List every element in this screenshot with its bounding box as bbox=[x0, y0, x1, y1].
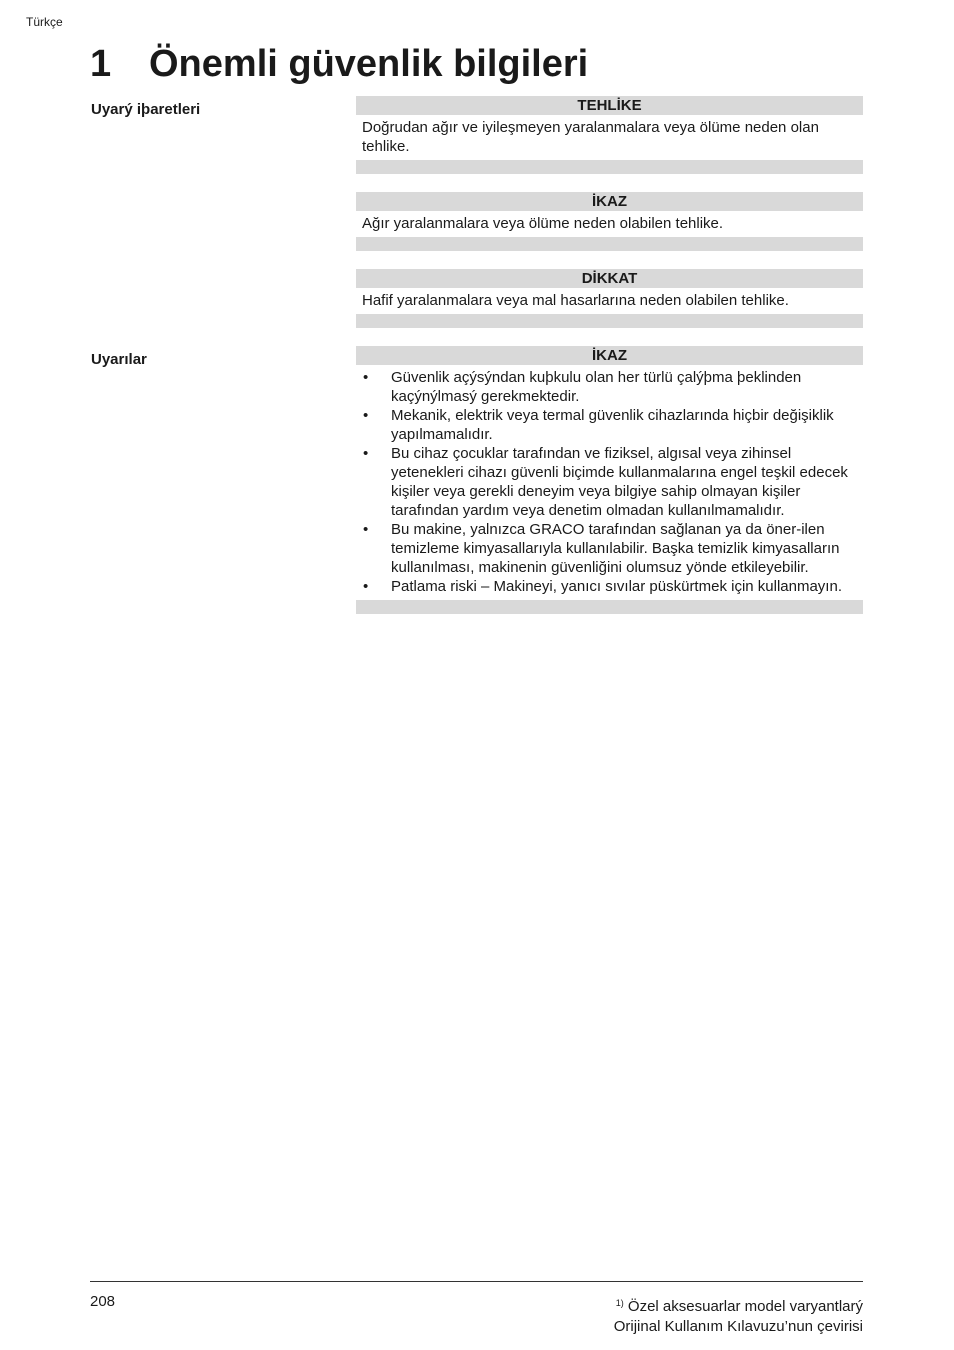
list-item-text: Mekanik, elektrik veya termal güvenlik cihazlarında hiçbir değişiklik yapılmamalıdır. bbox=[391, 407, 834, 443]
warnings-box bbox=[356, 346, 863, 614]
chapter-number: 1 bbox=[90, 43, 112, 85]
page-number: 208 bbox=[90, 1293, 116, 1310]
bullet: • bbox=[363, 407, 369, 424]
box-footer-bar bbox=[356, 237, 863, 251]
list-item bbox=[362, 520, 857, 577]
footnote bbox=[614, 1293, 863, 1317]
list-item bbox=[362, 368, 857, 406]
list-item bbox=[362, 444, 857, 520]
box-footer-bar bbox=[356, 314, 863, 328]
danger-box bbox=[356, 96, 863, 174]
list-item bbox=[362, 406, 857, 444]
bullet: • bbox=[363, 521, 369, 538]
warning-text: Ağır yaralanmalara veya ölüme neden olabilen tehlike. bbox=[362, 215, 724, 232]
caution-text: Hafif yaralanmalara veya mal hasarlarına neden olabilen tehlike. bbox=[362, 292, 789, 309]
section-label-warnings: Uyarılar bbox=[91, 351, 147, 368]
danger-text: Doğrudan ağır ve iyileşmeyen yaralanmalara veya ölüme neden olan tehlike. bbox=[362, 119, 819, 155]
warnings-body bbox=[356, 365, 863, 600]
language-label: Türkçe bbox=[26, 15, 63, 29]
box-footer-bar bbox=[356, 160, 863, 174]
bullet: • bbox=[363, 369, 369, 386]
list-item-text: Bu makine, yalnızca GRACO tarafından sağlanan ya da öner-ilen temizleme kimyasallarıyla kullanılabilir. Başka temizlik kimyasalların kullanılması, makinenin güvenliğini olumsuz yönde etkileyebilir. bbox=[391, 521, 840, 576]
bullet: • bbox=[363, 578, 369, 595]
footer-divider bbox=[90, 1281, 863, 1282]
bullet: • bbox=[363, 445, 369, 462]
footer-notes bbox=[614, 1293, 863, 1337]
section-label-signs: Uyarý iþaretleri bbox=[91, 101, 201, 118]
warnings-list bbox=[362, 368, 857, 596]
list-item bbox=[362, 577, 857, 596]
translation-note: Orijinal Kullanım Kılavuzu’nun çevirisi bbox=[613, 1318, 863, 1335]
footnote-text: Özel aksesuarlar model varyantlarý bbox=[627, 1298, 863, 1315]
warning-box bbox=[356, 192, 863, 251]
box-footer-bar bbox=[356, 600, 863, 614]
page-title bbox=[90, 40, 588, 88]
list-item-text: Güvenlik açýsýndan kuþkulu olan her türlü çalýþma þeklinden kaçýnýlmasý gerekmektedir. bbox=[391, 369, 802, 405]
list-item-text: Patlama riski – Makineyi, yanıcı sıvılar püskürtmek için kullanmayın. bbox=[391, 578, 842, 595]
footnote-marker: 1) bbox=[615, 1298, 624, 1308]
list-item-text: Bu cihaz çocuklar tarafından ve fiziksel, algısal veya zihinsel yetenekleri cihazı güvenli biçimde kullanmalarına engel teşkil edecek kişiler veya gerekli deneyim veya bilgiye sahip olmayan kişiler tarafından yardım veya denetim olmadan kullanılmamalıdır. bbox=[391, 445, 848, 519]
warning-heading: İKAZ bbox=[356, 192, 863, 211]
warnings-heading: İKAZ bbox=[356, 346, 863, 365]
danger-heading: TEHLİKE bbox=[356, 96, 863, 115]
chapter-title: Önemli güvenlik bilgileri bbox=[149, 43, 589, 85]
caution-heading: DİKKAT bbox=[356, 269, 863, 288]
caution-box bbox=[356, 269, 863, 328]
